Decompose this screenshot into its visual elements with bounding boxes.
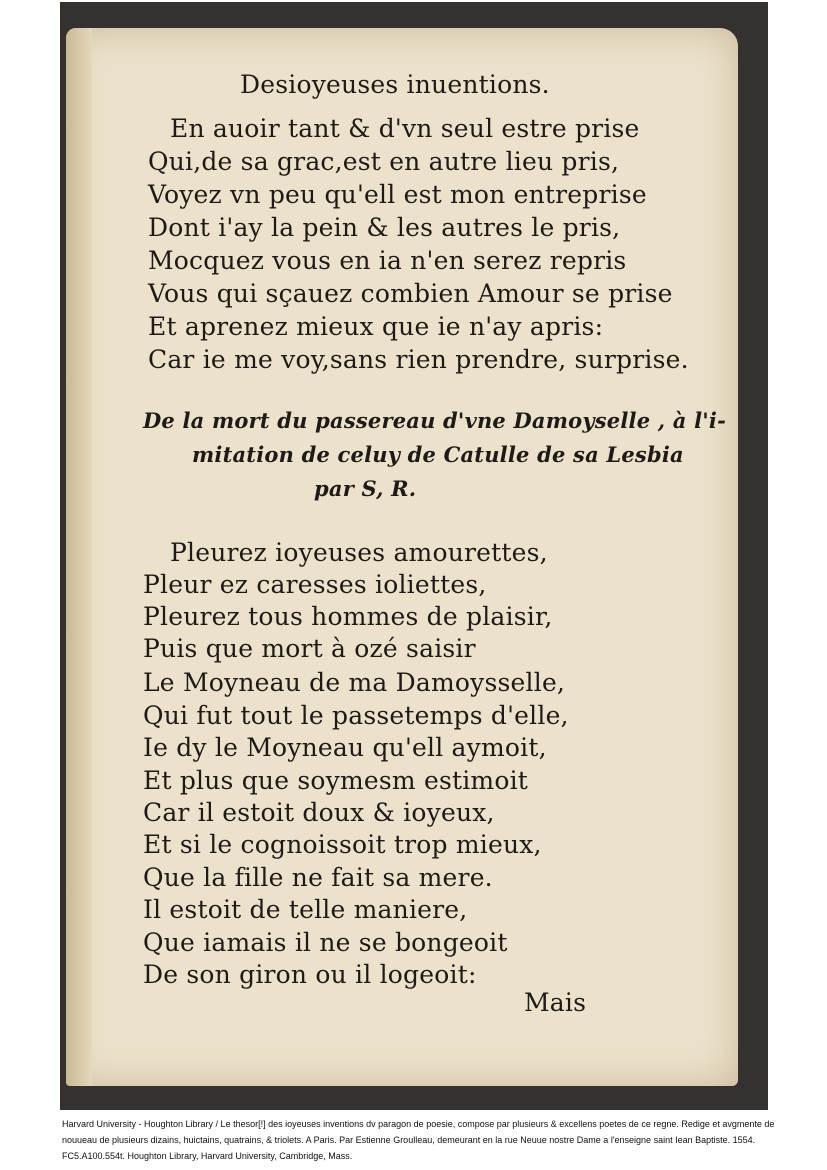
poem1-line: Et aprenez mieux que ie n'ay apris: bbox=[148, 312, 604, 341]
poem2-line: Que la fille ne fait sa mere. bbox=[143, 863, 493, 892]
poem2-line: Puis que mort à ozé saisir bbox=[143, 634, 476, 663]
poem1-line: Vous qui sçauez combien Amour se prise bbox=[148, 279, 673, 308]
poem1-line: Qui,de sa grac,est en autre lieu pris, bbox=[148, 147, 620, 176]
poem2-line: Pleurez tous hommes de plaisir, bbox=[143, 602, 553, 631]
poem1-line: En auoir tant & d'vn seul estre prise bbox=[170, 114, 640, 143]
poem-title-line: mitation de celuy de Catulle de sa Lesbia bbox=[192, 442, 684, 467]
poem1-line: Voyez vn peu qu'ell est mon entreprise bbox=[148, 180, 647, 209]
poem1-line: Car ie me voy,sans rien prendre, surprise. bbox=[148, 345, 689, 374]
poem-title-line: De la mort du passereau d'vne Damoyselle , à l'i- bbox=[143, 408, 727, 433]
poem1-line: Mocquez vous en ia n'en serez repris bbox=[148, 246, 627, 275]
running-head: Desioyeuses inuentions. bbox=[240, 70, 550, 99]
poem2-line: De son giron ou il logeoit: bbox=[143, 960, 477, 989]
library-credit: Harvard University - Houghton Library / Le thesor[!] des ioyeuses inventions dv paragon de poesie, compose par plusieurs & excellens poetes de ce regne. Redige et avgmente de nouueau de plusieurs dizains, huictains, quatrains, & triolets. A Paris. Par Estienne Groulleau, demeurant en la rue Neuue nostre Dame a l'enseigne saint Iean Baptiste. 1554. FC5.A100.554t. Houghton Library, Harvard University, Cambridge, Mass. bbox=[62, 1119, 775, 1161]
poem2-line: Le Moyneau de ma Damoysselle, bbox=[143, 668, 566, 697]
poem2-line: Et si le cognoissoit trop mieux, bbox=[143, 830, 542, 859]
catchword: Mais bbox=[524, 988, 587, 1017]
poem2-line: Car il estoit doux & ioyeux, bbox=[143, 798, 495, 827]
poem1-line: Dont i'ay la pein & les autres le pris, bbox=[148, 213, 621, 242]
poem2-line: Qui fut tout le passetemps d'elle, bbox=[143, 701, 569, 730]
poem2-line: Pleur ez caresses ioliettes, bbox=[143, 570, 487, 599]
poem2-line: Il estoit de telle maniere, bbox=[143, 895, 468, 924]
poem2-line: Et plus que soymesm estimoit bbox=[143, 766, 529, 795]
poem2-line: Ie dy le Moyneau qu'ell aymoit, bbox=[143, 733, 547, 762]
poem-title-line: par S, R. bbox=[314, 476, 417, 501]
poem2-line: Que iamais il ne se bongeoit bbox=[143, 928, 508, 957]
poem2-line: Pleurez ioyeuses amourettes, bbox=[170, 538, 548, 567]
